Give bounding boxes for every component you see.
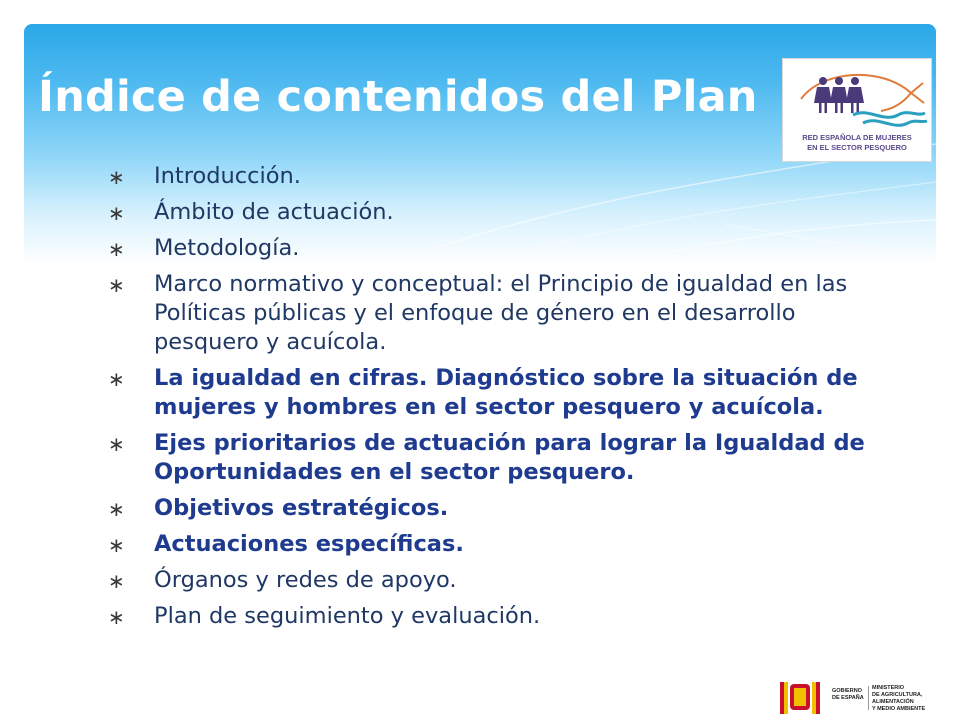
list-item-text: La igualdad en cifras. Diagnóstico sobre la situación de mujeres y hombres en el sector pesquero y acuícola. [154,365,858,420]
list-item [108,566,868,595]
bullet-icon: ∗ [108,237,125,261]
list-item [108,198,868,227]
government-line1: GOBIERNO [832,688,862,694]
government-logo [776,676,960,720]
logo-caption [789,133,925,153]
list-item-text: Plan de seguimiento y evaluación. [154,603,541,629]
bullet-icon: ∗ [108,273,125,297]
ministry-line1: MINISTERIO [872,685,905,691]
bullet-icon: ∗ [108,165,125,189]
bullet-icon: ∗ [108,569,125,593]
list-item [108,602,868,631]
ministry-line2: DE AGRICULTURA, ALIMENTACIÓN [872,692,923,705]
coat-of-arms-icon [776,676,828,720]
list-item [108,429,868,487]
bullet-icon: ∗ [108,201,125,225]
government-label [832,688,864,702]
bullet-icon: ∗ [108,432,125,456]
slide-title: Índice de contenidos del Plan [38,72,758,122]
gov-divider [868,686,869,710]
list-item-text: Órganos y redes de apoyo. [154,567,457,593]
contents-list [108,162,868,638]
list-item [108,494,868,523]
list-item [108,234,868,263]
list-item-text: Objetivos estratégicos. [154,495,449,521]
bullet-icon: ∗ [108,605,125,629]
list-item-text: Metodología. [154,235,300,261]
list-item-text: Ejes prioritarios de actuación para lograr la Igualdad de Oportunidades en el sector pesquero. [154,430,865,485]
bullet-icon: ∗ [108,367,125,391]
red-mujeres-logo [782,58,932,162]
list-item-text: Actuaciones específicas. [154,531,464,557]
logo-caption-line1: RED ESPAÑOLA DE MUJERES [802,133,912,142]
ministry-label [872,685,960,713]
bullet-icon: ∗ [108,533,125,557]
government-line2: DE ESPAÑA [832,695,864,701]
list-item-text: Ámbito de actuación. [154,199,394,225]
list-item [108,364,868,422]
logo-caption-line2: EN EL SECTOR PESQUERO [807,143,907,152]
list-item [108,162,868,191]
list-item [108,270,868,357]
bullet-icon: ∗ [108,497,125,521]
list-item-text: Marco normativo y conceptual: el Principio de igualdad en las Políticas públicas y el enfoque de género en el desarrollo pesquero y acuícola. [154,271,848,355]
ministry-line3: Y MEDIO AMBIENTE [872,706,926,712]
list-item [108,530,868,559]
list-item-text: Introducción. [154,163,301,189]
